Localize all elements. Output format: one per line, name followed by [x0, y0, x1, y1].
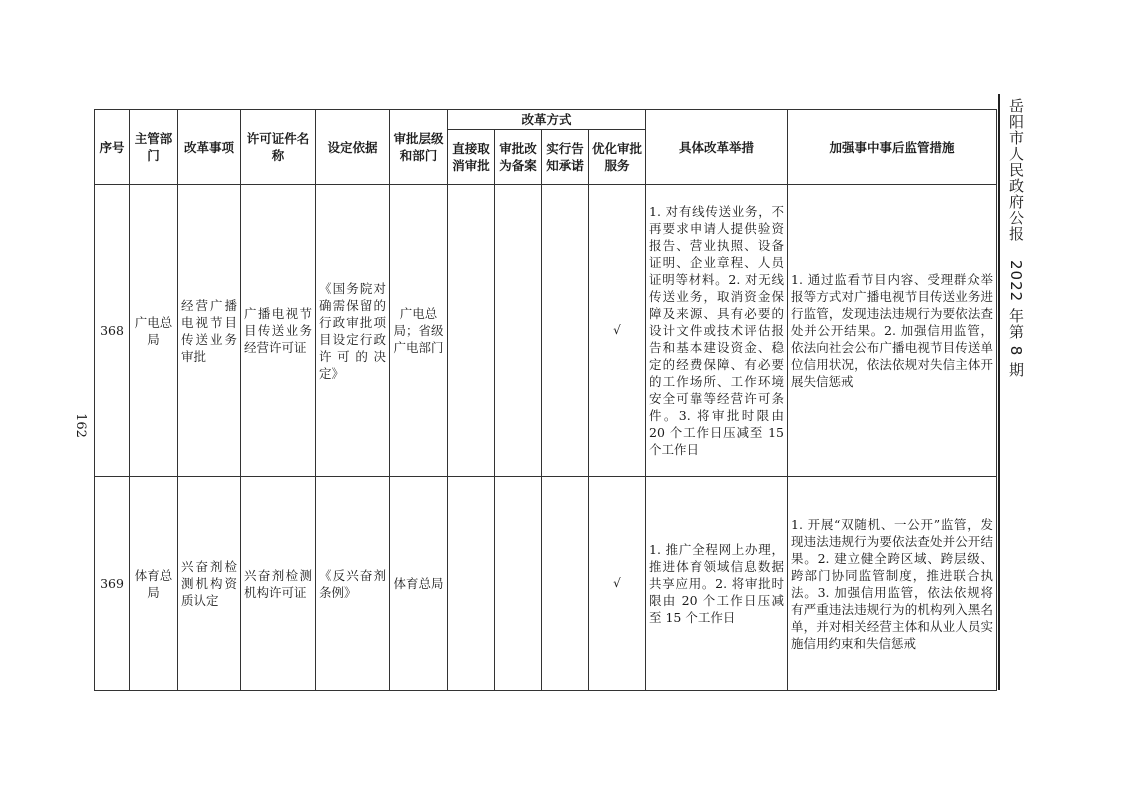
cell-mode-cancel [448, 185, 495, 477]
header-measures: 具体改革举措 [646, 110, 788, 185]
cell-dept: 体育总局 [130, 477, 178, 691]
reform-table [94, 109, 997, 691]
cell-supervision: 1. 开展“双随机、一公开”监管，发现违法违规行为要依法查处并公开结果。2. 建立健全跨区域、跨层级、跨部门协同监管制度，推进联合执法。3. 加强信用监管，依法依规将有严重违法违规行为的机构列入黑名单，并对相关经营主体和从业人员实施信用约束和失信惩戒 [788, 477, 997, 691]
cell-basis: 《国务院对确需保留的行政审批项目设定行政许可的决定》 [316, 185, 390, 477]
cell-permit: 广播电视节目传送业务经营许可证 [241, 185, 316, 477]
header-mode-record: 审批改为备案 [495, 130, 542, 185]
cell-supervision: 1. 通过监看节目内容、受理群众举报等方式对广播电视节目传送业务进行监管，发现违法违规行为要依法查处并公开结果。2. 加强信用监管，依法向社会公布广播电视节目传送单位信用状况，依法依规对失信主体开展失信惩戒 [788, 185, 997, 477]
cell-seq: 368 [95, 185, 130, 477]
cell-level: 广电总局；省级广电部门 [390, 185, 448, 477]
table-row [95, 185, 997, 477]
table-header-row [95, 110, 997, 130]
cell-mode-cancel [448, 477, 495, 691]
cell-measures: 1. 对有线传送业务，不再要求申请人提供验资报告、营业执照、设备证明、企业章程、人员证明等材料。2. 对无线传送业务，取消资金保障及来源、具有必要的设计文件或技术评估报告和基本建设资金、稳定的经费保障、有必要的工作场所、工作环境安全可靠等经营许可条件。3. 将审批时限由 20 个工作日压减至 15 个工作日 [646, 185, 788, 477]
header-mode-group: 改革方式 [448, 110, 646, 130]
header-permit: 许可证件名称 [241, 110, 316, 185]
cell-measures: 1. 推广全程网上办理，推进体育领域信息数据共享应用。2. 将审批时限由 20 个工作日压减至 15 个工作日 [646, 477, 788, 691]
page-number: 162 [72, 413, 88, 438]
table-row [95, 477, 997, 691]
cell-mode-notify [542, 185, 589, 477]
header-mode-notify: 实行告知承诺 [542, 130, 589, 185]
cell-seq: 369 [95, 477, 130, 691]
header-basis: 设定依据 [316, 110, 390, 185]
check-mark: √ [589, 185, 646, 477]
cell-permit: 兴奋剂检测机构许可证 [241, 477, 316, 691]
issue-label: 2022 年第 8 期 [1007, 260, 1025, 379]
check-mark: √ [589, 477, 646, 691]
header-seq: 序号 [95, 110, 130, 185]
cell-item: 经营广播电视节目传送业务审批 [178, 185, 241, 477]
header-mode-optimize: 优化审批服务 [589, 130, 646, 185]
header-dept: 主管部门 [130, 110, 178, 185]
cell-mode-record [495, 185, 542, 477]
header-item: 改革事项 [178, 110, 241, 185]
header-mode-cancel: 直接取消审批 [448, 130, 495, 185]
cell-mode-record [495, 477, 542, 691]
running-head [1003, 98, 1029, 378]
cell-basis: 《反兴奋剂条例》 [316, 477, 390, 691]
header-level: 审批层级和部门 [390, 110, 448, 185]
cell-level: 体育总局 [390, 477, 448, 691]
cell-item: 兴奋剂检测机构资质认定 [178, 477, 241, 691]
sidebar-rule [998, 94, 1000, 690]
publication-title: 岳阳市人民政府公报 [1007, 98, 1025, 242]
cell-dept: 广电总局 [130, 185, 178, 477]
cell-mode-notify [542, 477, 589, 691]
header-supervision: 加强事中事后监管措施 [788, 110, 997, 185]
